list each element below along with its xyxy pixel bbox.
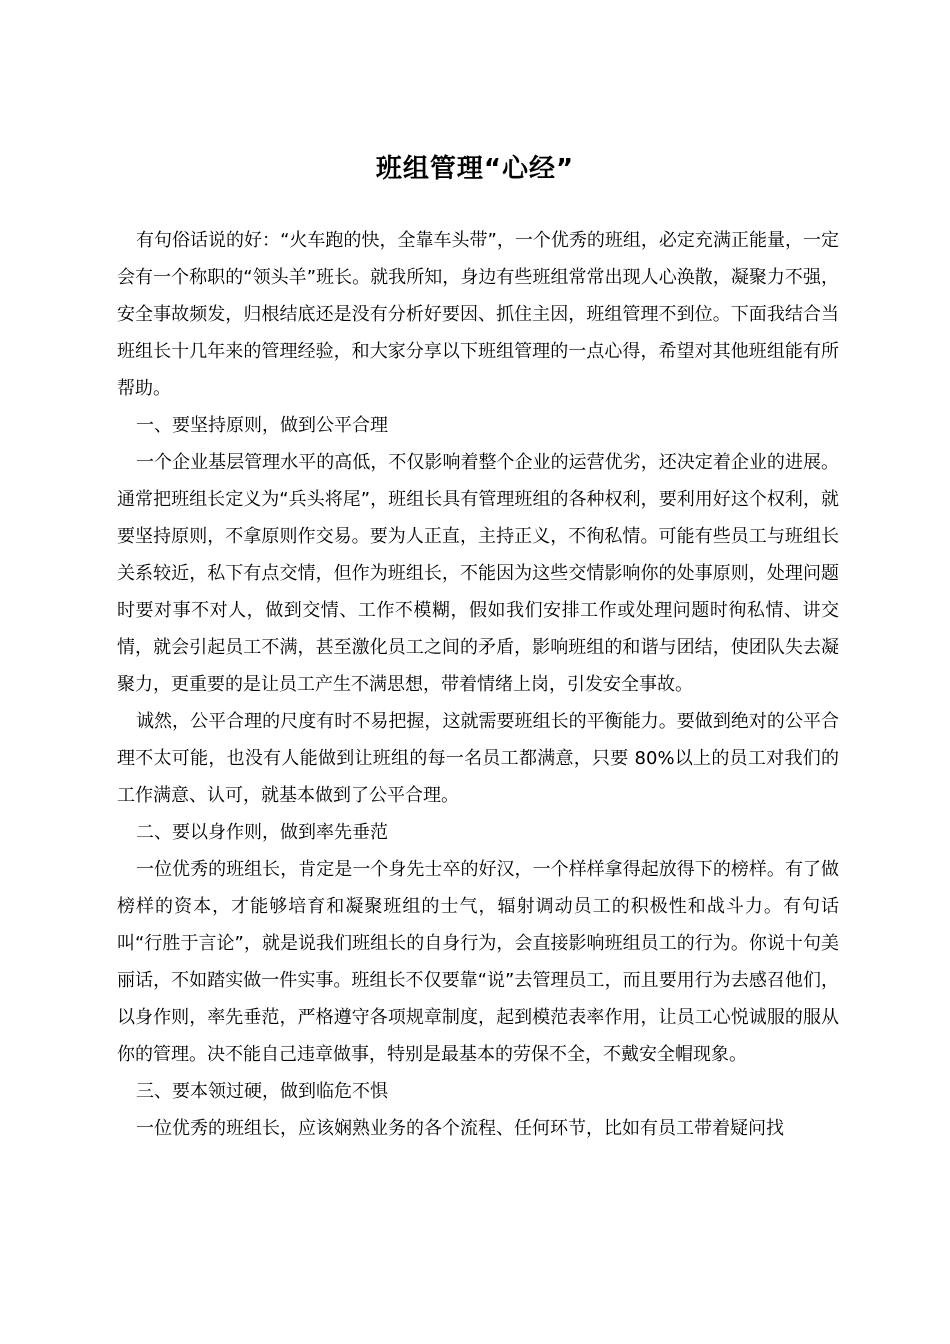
paragraph-section-1-continued: 诚然，公平合理的尺度有时不易把握，这就需要班组长的平衡能力。要做到绝对的公平合理不太可能，也没有人能做到让班组的每一名员工都满意，只要 80%以上的员工对我们的工作满意、认可，就基本做到了公平合理。 — [117, 711, 839, 806]
paragraph-section-3: 一位优秀的班组长，应该娴熟业务的各个流程、任何环节，比如有员工带着疑问找 — [136, 1118, 784, 1139]
paragraph-intro: 有句俗话说的好：“火车跑的快，全靠车头带”，一个优秀的班组，必定充满正能量，一定会有一个称职的“领头羊”班长。就我所知，身边有些班组常常出现人心涣散，凝聚力不强，安全事故频发，归根结底还是没有分析好要因、抓住主因，班组管理不到位。下面我结合当班组长十几年来的管理经验，和大家分享以下班组管理的一点心得，希望对其他班组能有所帮助。 — [117, 230, 839, 399]
section-heading-3: 三、要本领过硬，做到临危不惧 — [136, 1081, 388, 1102]
document-body — [117, 222, 839, 1147]
paragraph-section-2: 一位优秀的班组长，肯定是一个身先士卒的好汉，一个样样拿得起放得下的榜样。有了做榜样的资本，才能够培育和凝聚班组的士气，辐射调动员工的积极性和战斗力。有句话叫“行胜于言论”，就是说我们班组长的自身行为，会直接影响班组员工的行为。你说十句美丽话，不如踏实做一件实事。班组长不仅要靠“说”去管理员工，而且要用行为去感召他们，以身作则，率先垂范，严格遵守各项规章制度，起到模范表率作用，让员工心悦诚服的服从你的管理。决不能自己违章做事，特别是最基本的劳保不全，不戴安全帽现象。 — [117, 859, 839, 1065]
document-title: 班组管理“心经” — [375, 154, 575, 185]
section-heading-1: 一、要坚持原则，做到公平合理 — [136, 415, 388, 436]
section-heading-2: 二、要以身作则，做到率先垂范 — [136, 822, 388, 843]
paragraph-section-1: 一个企业基层管理水平的高低，不仅影响着整个企业的运营优劣，还决定着企业的进展。通常把班组长定义为“兵头将尾”，班组长具有管理班组的各种权利，要利用好这个权利，就要坚持原则，不拿原则作交易。要为人正直，主持正义，不徇私情。可能有些员工与班组长关系较近，私下有点交情，但作为班组长，不能因为这些交情影响你的处事原则，处理问题时要对事不对人，做到交情、工作不模糊，假如我们安排工作或处理问题时徇私情、讲交情，就会引起员工不满，甚至激化员工之间的矛盾，影响班组的和谐与团结，使团队失去凝聚力，更重要的是让员工产生不满思想，带着情绪上岗，引发安全事故。 — [117, 452, 839, 695]
